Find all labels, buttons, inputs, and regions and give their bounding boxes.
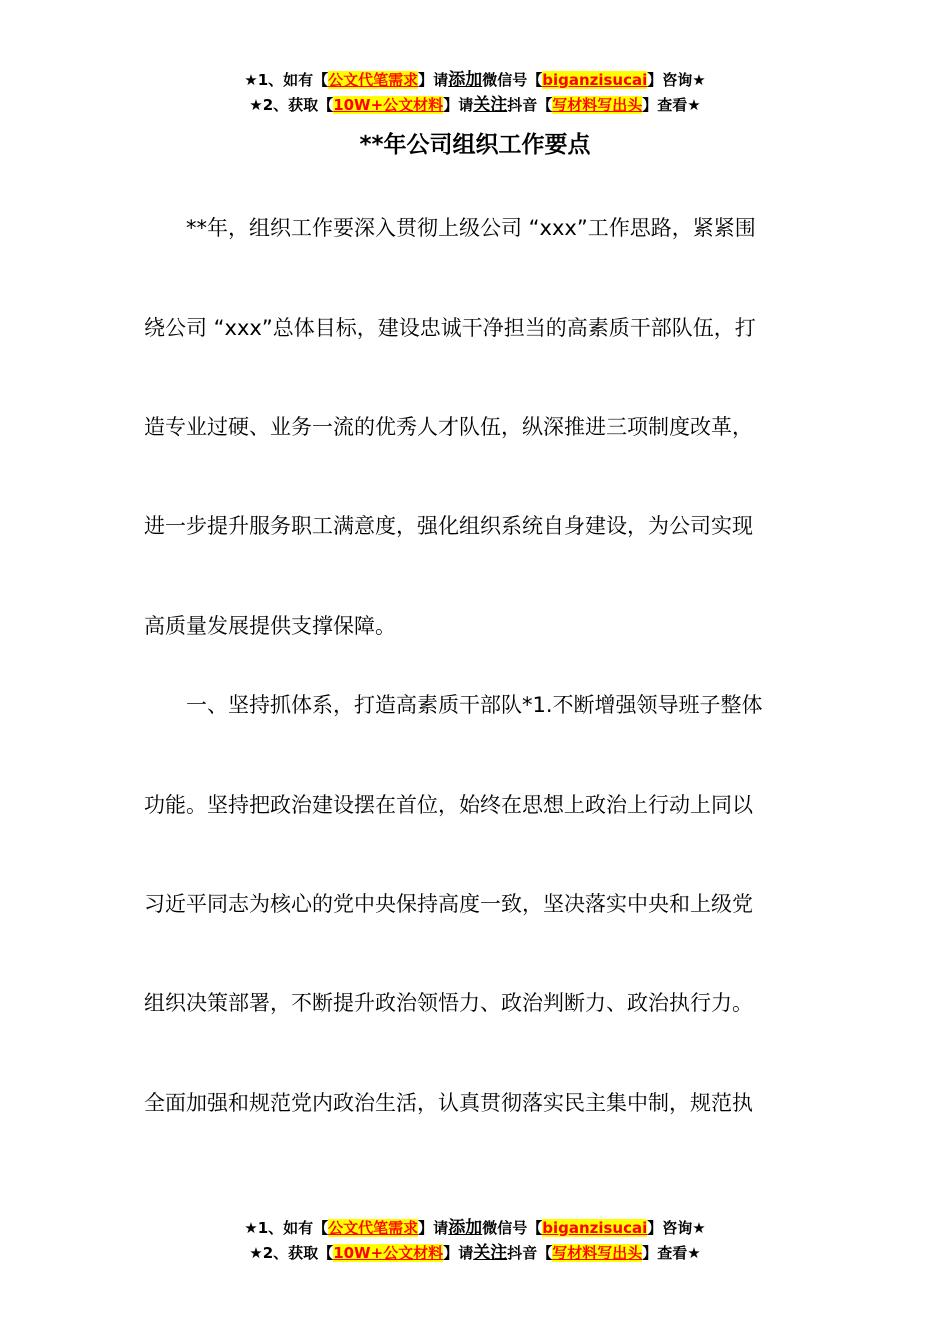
- promo-line-2: [0, 93, 950, 118]
- section-heading-line: 一、坚持抓体系，打造高素质干部队*1.不断增强领导班子整体: [186, 693, 763, 717]
- promo-emphasis: 关注: [473, 95, 508, 115]
- promo-douyin-id: 写材料写出头: [552, 1244, 643, 1262]
- promo-line-1: [0, 1216, 950, 1241]
- promo-wechat-id: biganzisucai: [542, 1219, 648, 1237]
- body-line: 组织决策部署，不断提升政治领悟力、政治判断力、政治执行力。: [144, 991, 753, 1015]
- promo-text: ★1、如有【: [244, 1219, 329, 1237]
- promo-douyin-id: 写材料写出头: [552, 96, 643, 114]
- promo-text: 】请: [418, 1219, 449, 1237]
- promo-text: 】查看★: [642, 1244, 701, 1262]
- promo-emphasis: 添加: [448, 1218, 483, 1238]
- promo-text: 】请: [443, 96, 474, 114]
- promo-text: ★2、获取【: [249, 96, 334, 114]
- promo-highlight: 10W+公文材料: [333, 96, 444, 114]
- promo-line-1: [0, 68, 950, 93]
- body-line: 造专业过硬、业务一流的优秀人才队伍，纵深推进三项制度改革，: [144, 415, 753, 439]
- body-line: 高质量发展提供支撑保障。: [144, 614, 396, 638]
- body-line: **年，组织工作要深入贯彻上级公司 “xxx”工作思路，紧紧围: [186, 216, 756, 240]
- document-title: **年公司组织工作要点: [359, 132, 591, 158]
- promo-wechat-id: biganzisucai: [542, 71, 648, 89]
- promo-text: 抖音【: [507, 96, 553, 114]
- promo-highlight: 公文代笔需求: [328, 71, 419, 89]
- body-line: 绕公司 “xxx”总体目标，建设忠诚干净担当的高素质干部队伍，打: [144, 316, 756, 340]
- promo-text: 微信号【: [482, 71, 543, 89]
- promo-text: 】请: [443, 1244, 474, 1262]
- promo-text: 】咨询★: [647, 1219, 706, 1237]
- promo-highlight: 10W+公文材料: [333, 1244, 444, 1262]
- promo-line-2: [0, 1241, 950, 1266]
- promo-text: 抖音【: [507, 1244, 553, 1262]
- body-line: 进一步提升服务职工满意度，强化组织系统自身建设，为公司实现: [144, 514, 753, 538]
- promo-text: ★1、如有【: [244, 71, 329, 89]
- promo-highlight: 公文代笔需求: [328, 1219, 419, 1237]
- footer-promo-banner: [0, 1216, 950, 1266]
- promo-text: 】查看★: [642, 96, 701, 114]
- promo-text: 微信号【: [482, 1219, 543, 1237]
- promo-emphasis: 添加: [448, 70, 483, 90]
- body-line: 全面加强和规范党内政治生活，认真贯彻落实民主集中制，规范执: [144, 1091, 753, 1115]
- promo-text: 】请: [418, 71, 449, 89]
- promo-text: ★2、获取【: [249, 1244, 334, 1262]
- body-line: 功能。坚持把政治建设摆在首位，始终在思想上政治上行动上同以: [144, 793, 753, 817]
- body-line: 习近平同志为核心的党中央保持高度一致，坚决落实中央和上级党: [144, 892, 753, 916]
- promo-text: 】咨询★: [647, 71, 706, 89]
- promo-emphasis: 关注: [473, 1243, 508, 1263]
- header-promo-banner: [0, 68, 950, 118]
